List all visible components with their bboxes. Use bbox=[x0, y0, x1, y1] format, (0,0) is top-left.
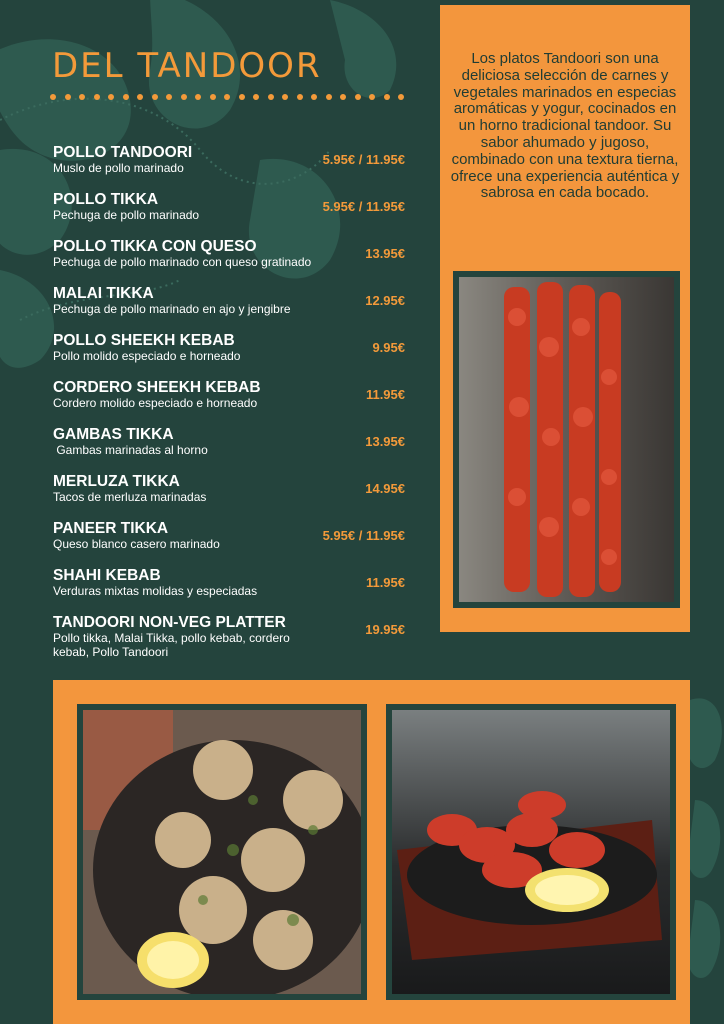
item-description: Pechuga de pollo marinado en ajo y jengibre bbox=[53, 302, 291, 316]
item-price: 11.95€ bbox=[365, 575, 405, 590]
item-price: 11.95€ bbox=[365, 387, 405, 402]
item-name: POLLO TIKKA bbox=[53, 191, 159, 208]
item-name: SHAHI KEBAB bbox=[53, 567, 161, 584]
skewers-photo-frame bbox=[453, 271, 680, 608]
menu-item bbox=[53, 614, 413, 661]
menu-item bbox=[53, 332, 413, 379]
menu-item bbox=[53, 191, 413, 238]
item-description: Pechuga de pollo marinado con queso gratinado bbox=[53, 255, 312, 269]
menu-item bbox=[53, 473, 413, 520]
item-description: Gambas marinadas al horno bbox=[53, 443, 208, 457]
dotted-divider bbox=[50, 94, 430, 106]
item-description: Tacos de merluza marinadas bbox=[53, 490, 207, 504]
item-name: POLLO TIKKA CON QUESO bbox=[53, 238, 257, 255]
item-price: 5.95€ / 11.95€ bbox=[322, 528, 405, 543]
item-name: TANDOORI NON-VEG PLATTER bbox=[53, 614, 286, 631]
item-price: 5.95€ / 11.95€ bbox=[322, 152, 405, 167]
item-price: 13.95€ bbox=[365, 246, 405, 261]
item-description: Pechuga de pollo marinado bbox=[53, 208, 200, 222]
menu-list bbox=[53, 144, 413, 661]
menu-item bbox=[53, 379, 413, 426]
malai-photo-frame bbox=[77, 704, 367, 1000]
item-description: Muslo de pollo marinado bbox=[53, 161, 184, 175]
item-name: POLLO TANDOORI bbox=[53, 144, 193, 161]
malai-tikka-photo bbox=[83, 710, 361, 994]
section-title: DEL TANDOOR bbox=[52, 46, 322, 86]
menu-item bbox=[53, 520, 413, 567]
item-description: Pollo molido especiado e horneado bbox=[53, 349, 241, 363]
description-text: Los platos Tandoori son una deliciosa selección de carnes y vegetales marinados en especias aromáticas y yogur, cocinados en un horno tradicional tandoor. Su sabor ahumado y jugoso, combinado con una textura tierna, ofrece una experiencia auténtica y sabrosa en cada bocado. bbox=[450, 50, 680, 202]
item-description: Cordero molido especiado e horneado bbox=[53, 396, 258, 410]
item-price: 13.95€ bbox=[365, 434, 405, 449]
item-price: 14.95€ bbox=[365, 481, 405, 496]
item-description: Pollo tikka, Malai Tikka, pollo kebab, cordero bbox=[53, 631, 290, 645]
sizzler-photo-frame bbox=[386, 704, 676, 1000]
menu-item bbox=[53, 238, 413, 285]
item-price: 12.95€ bbox=[365, 293, 405, 308]
item-price: 19.95€ bbox=[365, 622, 405, 637]
item-description: Queso blanco casero marinado bbox=[53, 537, 220, 551]
item-price: 5.95€ / 11.95€ bbox=[322, 199, 405, 214]
skewers-photo bbox=[459, 277, 686, 614]
item-description: Verduras mixtas molidas y especiadas bbox=[53, 584, 258, 598]
item-name: POLLO SHEEKH KEBAB bbox=[53, 332, 235, 349]
item-name: GAMBAS TIKKA bbox=[53, 426, 174, 443]
menu-item bbox=[53, 144, 413, 191]
menu-item bbox=[53, 285, 413, 332]
menu-item bbox=[53, 426, 413, 473]
item-description-continued: kebab, Pollo Tandoori bbox=[53, 645, 169, 659]
menu-item bbox=[53, 567, 413, 614]
item-name: CORDERO SHEEKH KEBAB bbox=[53, 379, 261, 396]
item-price: 9.95€ bbox=[372, 340, 405, 355]
tandoori-sizzler-photo bbox=[392, 710, 670, 994]
item-name: MALAI TIKKA bbox=[53, 285, 154, 302]
item-name: PANEER TIKKA bbox=[53, 520, 169, 537]
item-name: MERLUZA TIKKA bbox=[53, 473, 180, 490]
